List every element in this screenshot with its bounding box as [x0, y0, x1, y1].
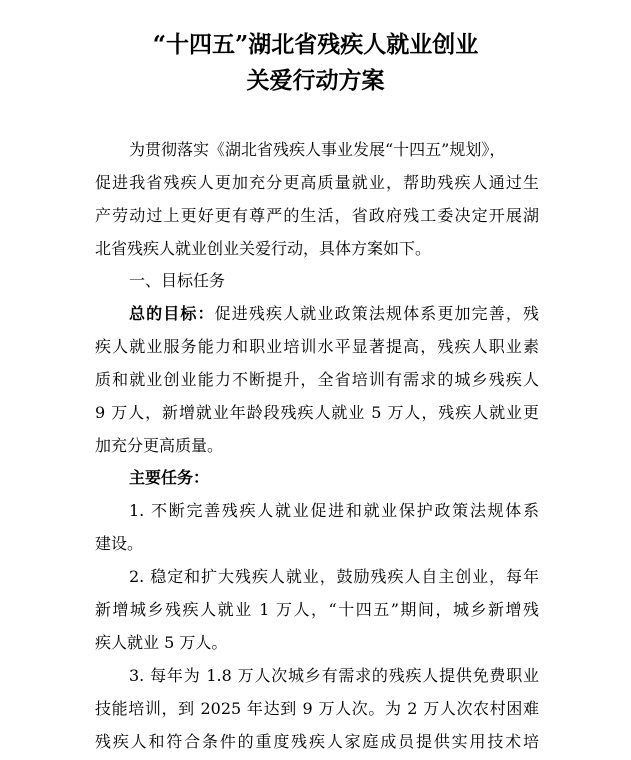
section-heading-goals: 一、目标任务 — [129, 271, 226, 290]
overall-goal-line: 疾人就业服务能力和职业培训水平显著提高，残疾人职业素 — [95, 337, 539, 356]
task-2-line: 新增城乡残疾人就业 1 万人，“十四五”期间，城乡新增残 — [95, 600, 539, 619]
task-1-line: 1. 不断完善残疾人就业促进和就业保护政策法规体系 — [129, 501, 539, 520]
task-2-line: 2. 稳定和扩大残疾人就业，鼓励残疾人自主创业，每年 — [129, 567, 539, 586]
main-tasks-heading — [95, 461, 539, 494]
overall-goal-label: 总的目标： — [129, 304, 215, 323]
intro-line: 北省残疾人就业创业关爱行动，具体方案如下。 — [95, 239, 432, 258]
overall-goal-line: 质和就业创业能力不断提升，全省培训有需求的城乡残疾人 — [95, 370, 539, 389]
document-title-line1: “十四五”湖北省残疾人就业创业 — [152, 31, 479, 58]
task-1-line: 建设。 — [95, 534, 144, 553]
intro-paragraph — [95, 133, 539, 265]
document-title-line2: 关爱行动方案 — [246, 67, 385, 94]
overall-goal-line — [95, 297, 539, 330]
task-3-paragraph — [95, 659, 539, 758]
intro-line: 为贯彻落实《湖北省残疾人事业发展“十四五”规划》， — [129, 140, 506, 159]
overall-goal-line: 加充分更高质量。 — [95, 436, 224, 455]
overall-goal-paragraph — [95, 297, 539, 462]
overall-goal-text: 促进残疾人就业政策法规体系更加完善，残 — [214, 304, 539, 323]
overall-goal-line: 9 万人，新增就业年龄段残疾人就业 5 万人，残疾人就业更 — [95, 403, 539, 422]
intro-line: 促进我省残疾人更加充分更高质量就业，帮助残疾人通过生 — [95, 173, 539, 192]
task-1-paragraph — [95, 494, 539, 560]
intro-line: 产劳动过上更好更有尊严的生活，省政府残工委决定开展湖 — [95, 206, 539, 225]
task-3-line: 3. 每年为 1.8 万人次城乡有需求的残疾人提供免费职业 — [129, 666, 539, 685]
task-2-line: 疾人就业 5 万人。 — [95, 633, 228, 652]
main-tasks-label: 主要任务： — [129, 468, 210, 487]
task-2-paragraph — [95, 560, 539, 659]
task-3-line: 技能培训，到 2025 年达到 9 万人次。为 2 万人次农村困难 — [95, 699, 539, 718]
task-3-line: 残疾人和符合条件的重度残疾人家庭成员提供实用技术培 — [95, 732, 539, 751]
